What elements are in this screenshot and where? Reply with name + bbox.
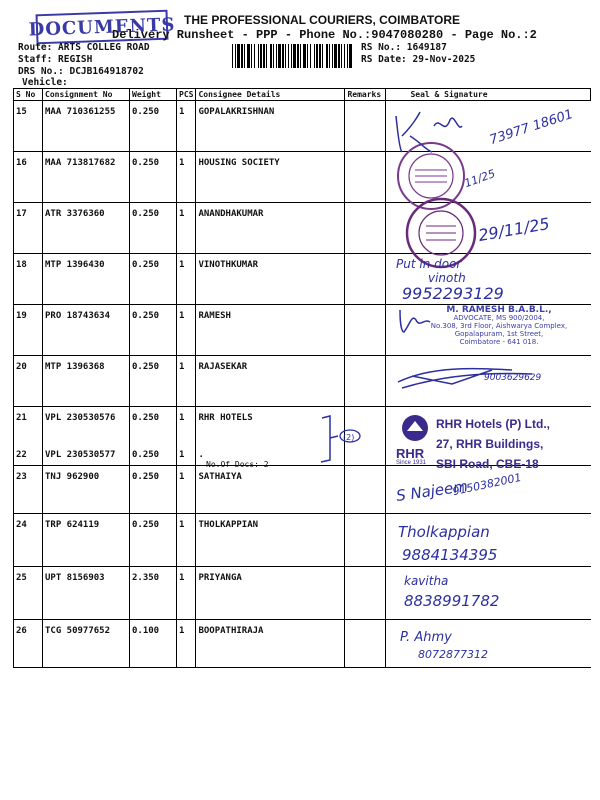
row-sno: 23 (14, 466, 43, 514)
row-weight: 0.250 (130, 444, 177, 466)
ramesh-line3: No.308, 3rd Floor, Aishwarya Complex, (430, 322, 568, 330)
row-weight: 0.250 (130, 101, 177, 152)
row-consignment: MAA 710361255 (43, 101, 130, 152)
row-pcs: 1 (177, 356, 196, 407)
row-remarks (345, 305, 386, 356)
phone-15: 73977 18601 (487, 106, 576, 149)
barcode-bar (338, 44, 340, 68)
signature-15 (392, 106, 472, 156)
row-weight: 0.250 (130, 203, 177, 254)
col-seal-signature: Seal & Signature (386, 89, 591, 101)
col-weight: Weight (130, 89, 177, 101)
row-consignee: THOLKAPPIAN (196, 514, 345, 567)
bracket-mark (318, 414, 364, 464)
row-consignee: RAJASEKAR (196, 356, 345, 407)
barcode-bar (326, 44, 328, 68)
row-consignee: HOUSING SOCIETY (196, 152, 345, 203)
row-pcs: 1 (177, 152, 196, 203)
signature-25: kavitha (404, 574, 449, 588)
barcode-bar (276, 44, 277, 68)
barcode-bar (297, 44, 299, 68)
phone-24: 9884134395 (402, 546, 498, 564)
barcode-bar (307, 44, 308, 68)
barcode-bar (347, 44, 348, 68)
signature-19 (396, 306, 436, 336)
barcode-bar (316, 44, 318, 68)
col-consignee: Consignee Details (196, 89, 345, 101)
barcode-bar (285, 44, 286, 68)
row-consignment: MTP 1396368 (43, 356, 130, 407)
note-18a: Put in door (396, 257, 462, 271)
col-pcs: PCS (177, 89, 196, 101)
barcode-bar (322, 44, 323, 68)
row-weight: 0.250 (130, 466, 177, 514)
note-18b: vinoth (428, 271, 466, 285)
barcode-bar (237, 44, 240, 68)
barcode-bar (232, 44, 233, 68)
rhr-emblem-icon (396, 413, 434, 443)
signature-26: P. Ahmy (400, 630, 452, 645)
phone-23: 9150382001 (451, 470, 523, 499)
barcode-bar (314, 44, 315, 68)
row-consignee: BOOPATHIRAJA (196, 620, 345, 668)
row-consignee: GOPALAKRISHNAN (196, 101, 345, 152)
row-consignee: VINOTHKUMAR (196, 254, 345, 305)
row-pcs: 1 (177, 305, 196, 356)
row-remarks (345, 620, 386, 668)
barcode-bar (278, 44, 281, 68)
drs-number: DRS No.: DCJB164918702 (18, 66, 144, 77)
signature-23: S Najeem (395, 477, 469, 505)
row-sno: 16 (14, 152, 43, 203)
row-sno: 25 (14, 567, 43, 620)
row-weight: 2.350 (130, 567, 177, 620)
row-weight: 0.250 (130, 152, 177, 203)
barcode-bar (266, 44, 267, 68)
row-remarks (345, 466, 386, 514)
barcode-bar (293, 44, 296, 68)
table-header-row (14, 89, 591, 101)
route-label: Route: ARTS COLLEG ROAD (18, 42, 150, 53)
barcode-bar (303, 44, 306, 68)
row-sno: 24 (14, 514, 43, 567)
barcode-bar (329, 44, 330, 68)
rhr-line2: 27, RHR Buildings, (436, 437, 544, 451)
col-remarks: Remarks (345, 89, 386, 101)
col-consignment: Consignment No (43, 89, 130, 101)
row-consignment: ATR 3376360 (43, 203, 130, 254)
barcode-bar (241, 44, 243, 68)
bracket-label: (2) (343, 433, 355, 442)
vehicle-label: Vehicle: (22, 77, 68, 88)
barcode-bar (334, 44, 337, 68)
barcode-bar (282, 44, 284, 68)
barcode-bar (300, 44, 301, 68)
phone-26: 8072877312 (418, 648, 488, 661)
barcode-bar (344, 44, 345, 68)
signature-24: Tholkappian (398, 523, 490, 541)
row-sno: 19 (14, 305, 43, 356)
barcode-bar (273, 44, 274, 68)
row-consignee: . (196, 444, 345, 466)
rhr-line1: RHR Hotels (P) Ltd., (436, 417, 550, 431)
table-row (14, 567, 591, 620)
barcode-bar (244, 44, 245, 68)
table-row (14, 152, 591, 203)
barcode (232, 44, 354, 68)
rhr-logo-text: RHR (396, 446, 425, 461)
barcode-bar (235, 44, 236, 68)
runsheet-subtitle: Delivery Runsheet - PPP - Phone No.:9047080280 - Page No.:2 (112, 28, 537, 42)
phone-20: 9003629629 (484, 373, 542, 383)
row-sno: 22 (14, 444, 43, 466)
barcode-bar (291, 44, 292, 68)
date-17: 29/11/25 (476, 213, 551, 246)
row-consignment: UPT 8156903 (43, 567, 130, 620)
ramesh-line5: Coimbatore - 641 018. (459, 338, 539, 346)
row-pcs: 1 (177, 203, 196, 254)
barcode-bar (260, 44, 262, 68)
row-weight: 0.250 (130, 407, 177, 444)
rhr-stamp (436, 414, 550, 474)
company-title: THE PROFESSIONAL COURIERS, COIMBATORE (184, 13, 461, 27)
row-consignee: PRIYANGA (196, 567, 345, 620)
row-sno: 21 (14, 407, 43, 444)
row-consignment: TNJ 962900 (43, 466, 130, 514)
row-consignment: VPL 230530576 (43, 407, 130, 444)
row-consignee: RHR HOTELS (196, 407, 345, 444)
rhr-line3: SBI Road, CBE-18 (436, 457, 539, 471)
rhr-since: Since 1931 (396, 460, 427, 466)
row-weight: 0.250 (130, 254, 177, 305)
row-consignment: MAA 713817682 (43, 152, 130, 203)
table-row (14, 620, 591, 668)
barcode-bar (247, 44, 250, 68)
row-remarks (345, 514, 386, 567)
row-consignment: MTP 1396430 (43, 254, 130, 305)
row-remarks (345, 101, 386, 152)
row-consignment: PRO 18743634 (43, 305, 130, 356)
row-remarks (345, 567, 386, 620)
row-pcs: 1 (177, 254, 196, 305)
barcode-bar (254, 44, 255, 68)
row-consignment: VPL 230530577 (43, 444, 130, 466)
barcode-bar (349, 44, 352, 68)
row-weight: 0.250 (130, 305, 177, 356)
ramesh-line2: ADVOCATE, MS 900/2004, (453, 314, 545, 322)
row-pcs: 1 (177, 466, 196, 514)
phone-25: 8838991782 (404, 592, 500, 610)
rs-date: RS Date: 29-Nov-2025 (361, 54, 476, 65)
barcode-bar (319, 44, 321, 68)
row-remarks (345, 254, 386, 305)
row-consignee: RAMESH (196, 305, 345, 356)
table-row (14, 254, 591, 305)
row-consignee: ANANDHAKUMAR (196, 203, 345, 254)
barcode-bar (288, 44, 289, 68)
row-pcs: 1 (177, 101, 196, 152)
row-weight: 0.250 (130, 514, 177, 567)
date-16: 11/25 (462, 166, 497, 191)
row-sno: 15 (14, 101, 43, 152)
rs-number: RS No.: 1649187 (361, 42, 447, 53)
staff-label: Staff: REGISH (18, 54, 93, 65)
row-sno: 26 (14, 620, 43, 668)
row-pcs: 1 (177, 620, 196, 668)
barcode-bar (270, 44, 272, 68)
row-weight: 0.250 (130, 356, 177, 407)
table-row (14, 514, 591, 567)
no-of-docs: No.Of Docs: 2 (206, 460, 269, 469)
documents-stamp: DOCUMENTS (36, 10, 169, 45)
row-pcs: 1 (177, 567, 196, 620)
row-sno: 18 (14, 254, 43, 305)
barcode-bar (310, 44, 311, 68)
row-sno: 17 (14, 203, 43, 254)
row-sno: 20 (14, 356, 43, 407)
barcode-bar (258, 44, 259, 68)
row-consignment: TRP 624119 (43, 514, 130, 567)
row-remarks (345, 152, 386, 203)
barcode-bar (263, 44, 265, 68)
row-remarks (345, 203, 386, 254)
row-consignment: TCG 50977652 (43, 620, 130, 668)
rhr-logo (396, 413, 434, 465)
barcode-bar (251, 44, 252, 68)
barcode-bar (341, 44, 342, 68)
barcode-bar (332, 44, 333, 68)
row-pcs: 1 (177, 514, 196, 567)
row-pcs: 1 (177, 444, 196, 466)
row-weight: 0.100 (130, 620, 177, 668)
row-consignee: SATHAIYA (196, 466, 345, 514)
ramesh-line1: M. RAMESH B.A.B.L., (446, 305, 552, 315)
col-sno: S No (14, 89, 43, 101)
row-pcs: 1 (177, 407, 196, 444)
row-remarks (345, 356, 386, 407)
phone-18: 9952293129 (402, 284, 504, 303)
ramesh-line4: Gopalapuram, 1st Street, (454, 330, 544, 338)
